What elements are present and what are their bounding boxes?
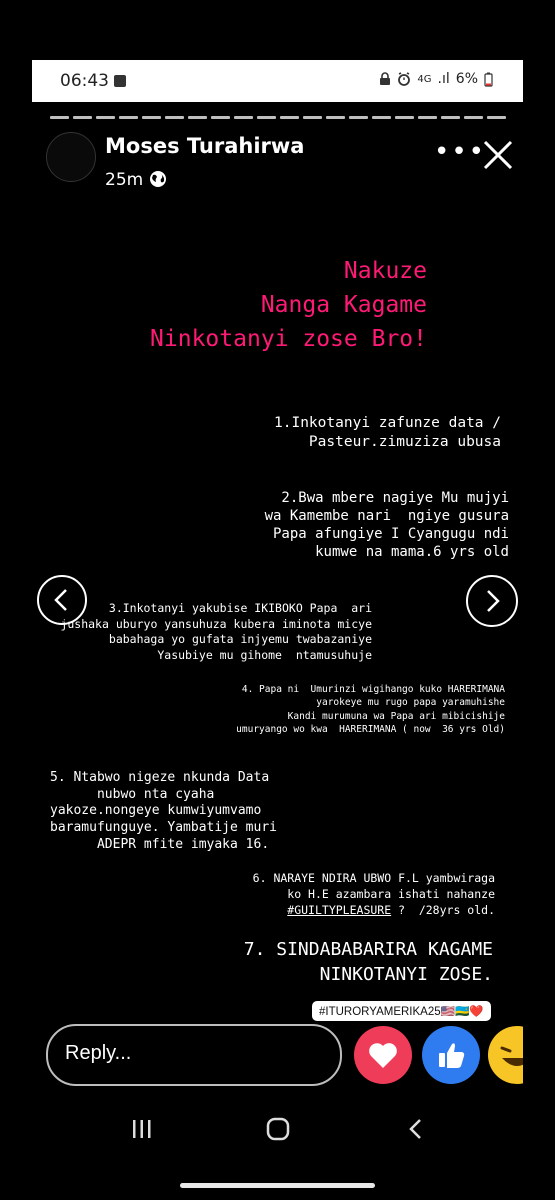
heart-icon — [354, 1026, 412, 1084]
globe-icon — [149, 170, 167, 188]
progress-segment — [395, 116, 414, 119]
chevron-left-icon — [39, 577, 85, 623]
close-icon[interactable] — [481, 138, 515, 172]
battery-level: 6% — [455, 71, 478, 87]
reply-input[interactable] — [46, 1024, 342, 1086]
next-story-button[interactable] — [466, 575, 518, 627]
progress-segment — [441, 116, 460, 119]
progress-segment — [372, 116, 391, 119]
story-viewer — [32, 60, 523, 1160]
progress-segment — [418, 116, 437, 119]
network-type: 4G — [417, 73, 432, 85]
recent-apps-icon[interactable] — [130, 1118, 154, 1140]
progress-segment — [96, 116, 115, 119]
home-icon[interactable] — [265, 1116, 291, 1142]
progress-segment — [303, 116, 322, 119]
story-text-6-line-1: 6. NARAYE NDIRA UBWO F.L yambwiraga — [252, 871, 495, 885]
avatar[interactable] — [46, 132, 96, 182]
laughing-face-icon — [488, 1026, 523, 1084]
progress-segment — [487, 116, 506, 119]
story-pink-line-3: Ninkotanyi zose Bro! — [150, 326, 427, 352]
story-text-5: 5. Ntabwo nigeze nkunda Data nubwo nta cyaha yakoze.nongeye kumwiyumvamo baramufunguye. Yambatije muri ADEPR mfite imyaka 16. — [50, 770, 277, 852]
more-options-icon[interactable]: ••• — [434, 137, 487, 167]
progress-segment — [211, 116, 230, 119]
thumbs-up-icon — [422, 1026, 480, 1084]
heart-reaction-button[interactable] — [354, 1026, 412, 1084]
progress-segment — [50, 116, 69, 119]
story-text-3: 3.Inkotanyi yakubise IKIBOKO Papa ari jushaka uburyo yansuhuza kubera iminota micye babahaga yo gufata injyemu twabazaniye Yasubiye mu gihome ntamusuhuje — [60, 601, 372, 662]
progress-segment — [188, 116, 207, 119]
story-progress-bar — [50, 116, 506, 119]
story-text-7: 7. SINDABABARIRA KAGAME NINKOTANYI ZOSE. — [243, 939, 493, 986]
story-time-ago: 25m — [105, 170, 144, 190]
status-bar — [32, 60, 523, 102]
progress-segment — [280, 116, 299, 119]
story-text-4: 4. Papa ni Umurinzi wigihango kuko HARERIMANA yarokeye mu rugo papa yaramuhishe Kandi murumuna wa Papa ari mibicishije umuryango wo kwa HARERIMANA ( now 36 yrs Old) — [236, 684, 505, 736]
progress-segment — [165, 116, 184, 119]
haha-reaction-button[interactable] — [488, 1026, 523, 1084]
progress-segment — [349, 116, 368, 119]
hashtag-link[interactable]: #GUILTYPLEASURE — [287, 903, 392, 918]
progress-segment — [464, 116, 483, 119]
story-pink-line-1: Nakuze — [343, 258, 427, 284]
gesture-bar[interactable] — [180, 1183, 375, 1188]
status-icons — [379, 71, 493, 87]
progress-segment — [257, 116, 276, 119]
signal-icon: .ıl — [437, 71, 450, 87]
chevron-right-icon — [468, 577, 516, 625]
story-pink-line-2: Nanga Kagame — [260, 292, 427, 318]
progress-segment — [73, 116, 92, 119]
back-icon[interactable] — [406, 1117, 426, 1141]
like-reaction-button[interactable] — [422, 1026, 480, 1084]
progress-segment — [326, 116, 345, 119]
hashtag-sticker[interactable]: #ITURORYAMERIKA25🇺🇸🇷🇼❤️ — [312, 1001, 491, 1021]
lock-icon — [379, 72, 391, 86]
reply-placeholder: Reply... — [65, 1042, 132, 1064]
story-text-6 — [253, 870, 495, 918]
progress-segment — [142, 116, 161, 119]
progress-segment — [234, 116, 253, 119]
story-author-name[interactable]: Moses Turahirwa — [105, 134, 305, 158]
previous-story-button[interactable] — [37, 575, 87, 625]
status-time: 06:43 — [60, 71, 109, 91]
progress-segment — [119, 116, 138, 119]
story-text-2: 2.Bwa mbere nagiye Mu mujyi wa Kamembe nari ngiye gusura Papa afungiye I Cyangugu ndi kumwe na mama.6 yrs old — [264, 490, 509, 560]
notification-icon — [114, 75, 126, 87]
story-text-6-tail: ? /28yrs old. — [391, 903, 495, 918]
battery-icon — [484, 72, 493, 87]
alarm-icon — [397, 72, 411, 86]
story-text-6-line-2: ko H.E azambara ishati nahanze — [287, 887, 495, 902]
story-text-1: 1.Inkotanyi zafunze data / Pasteur.zimuziza ubusa — [274, 415, 501, 450]
